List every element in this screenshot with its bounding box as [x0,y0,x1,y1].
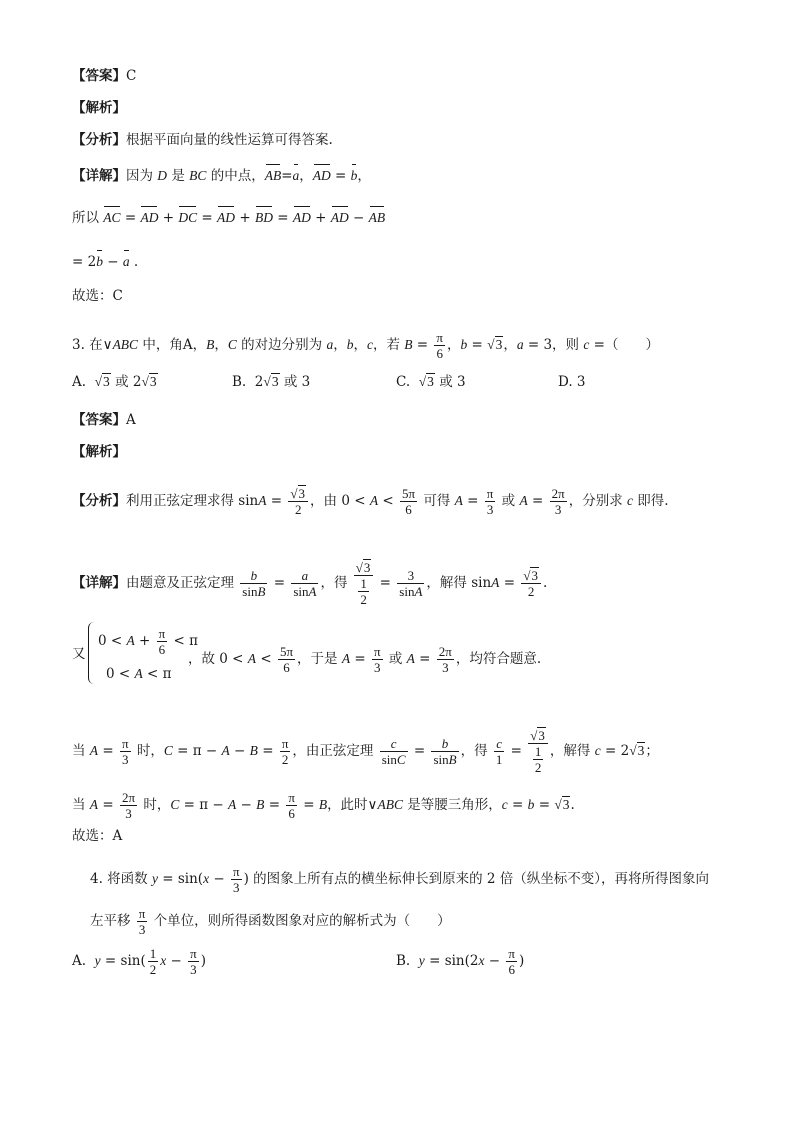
q4-stem-line1: 4. 将函数 y = sin(x − $\frac{\pi}{3}$ ) 的图象上所有点的横坐标伸长到原来的 2 倍（纵坐标不变），再将所得图象向 [90,864,710,895]
q2-choose: 故选：C [72,288,123,304]
answer-value: C [126,68,137,84]
q2-answer-line [72,66,136,86]
q3-choose: 故选：A [72,828,123,844]
system-brace [88,622,97,684]
system-row-1: 0 < A + $\frac{\pi}{6}$ < π [98,626,198,657]
q4-stem-line2: 左平移 $\frac{\pi}{3}$ 个单位，则所得函数图象对应的解析式为（ ） [90,906,451,937]
q3-option-d: D. 3 [558,374,586,390]
q3-option-b: B. 2√3 或 3 [232,374,311,390]
q3-xiangjie: 【详解】由题意及正弦定理 $\frac{b}{\sin B}$ = $\frac{a}{\sin A}$ ，得 $\frac{√3}{\frac{1}{2}}$ = $\frac{3}{\sin A}$ ，解得 sinA = $\frac{√3}{2}$ . [72,560,548,607]
q2-line3: = 2b − a . [72,254,139,270]
q3-you-label: 又 [72,646,86,662]
xiangjie-tag: 【详解】 [72,168,126,184]
fenxi-tag: 【分析】 [72,132,126,148]
q3-fenxi: 【分析】利用正弦定理求得 sinA = $\frac{√3}{2}$ ，由 0 < A < $\frac{5\pi}{6}$ 可得 A = $\frac{\pi}{3}$ 或 A = $\frac{2\pi}{3}$ ，分别求 c 即得. [72,486,669,517]
fenxi-tag: 【分析】 [72,493,126,509]
answer-value: A [126,412,136,428]
fenxi-text: 根据平面向量的线性运算可得答案. [126,132,333,148]
system-row-2: 0 < A < π [106,666,172,682]
answer-tag: 【答案】 [72,68,126,84]
q2-analysis-tag: 【解析】 [72,100,126,116]
q3-option-a: A. √3 或 2√3 [72,374,157,390]
q2-line2: 所以 AC = AD + DC = AD + BD = AD + AD − AB [72,210,386,226]
q3-case2: 当 A = $\frac{2\pi}{3}$ 时，C = π − A − B = $\frac{\pi}{6}$ = B，此时∨ABC 是等腰三角形，c = b = √3. [72,790,575,821]
q3-answer-line [72,410,136,430]
q2-xiangjie: 【详解】因为 D 是 BC 的中点，AB=a，AD = b， [72,168,371,184]
q3-stem: 3. 在∨ABC 中，角A，B，C 的对边分别为 a，b，c，若 B = $\frac{\pi}{6}$ ，b = √3，a = 3，则 c =（ ） [72,330,659,361]
q4-option-b: B. y = sin(2x − $\frac{\pi}{6}$ ) [396,946,525,977]
q3-case1: 当 A = $\frac{\pi}{3}$ 时，C = π − A − B = $\frac{\pi}{2}$ ，由正弦定理 $\frac{c}{\sin C}$ = $\frac{b}{\sin B}$ ，得 $\frac{c}{1}$ = $\frac{√3}{\frac{1}{2}}$ ，解得 c = 2√3； [72,728,659,775]
q3-you-rest: ，故 0 < A < $\frac{5\pi}{6}$ ，于是 A = $\frac{\pi}{3}$ 或 A = $\frac{2\pi}{3}$ ，均符合题意. [188,644,542,675]
xiangjie-tag: 【详解】 [72,575,126,591]
q3-analysis-tag: 【解析】 [72,444,126,460]
q2-fenxi [72,130,333,150]
q3-option-c: C. √3 或 3 [396,374,466,390]
answer-tag: 【答案】 [72,412,126,428]
q4-option-a: A. y = sin( $\frac{1}{2}$ x − $\frac{\pi}{3}$ ) [72,946,206,977]
